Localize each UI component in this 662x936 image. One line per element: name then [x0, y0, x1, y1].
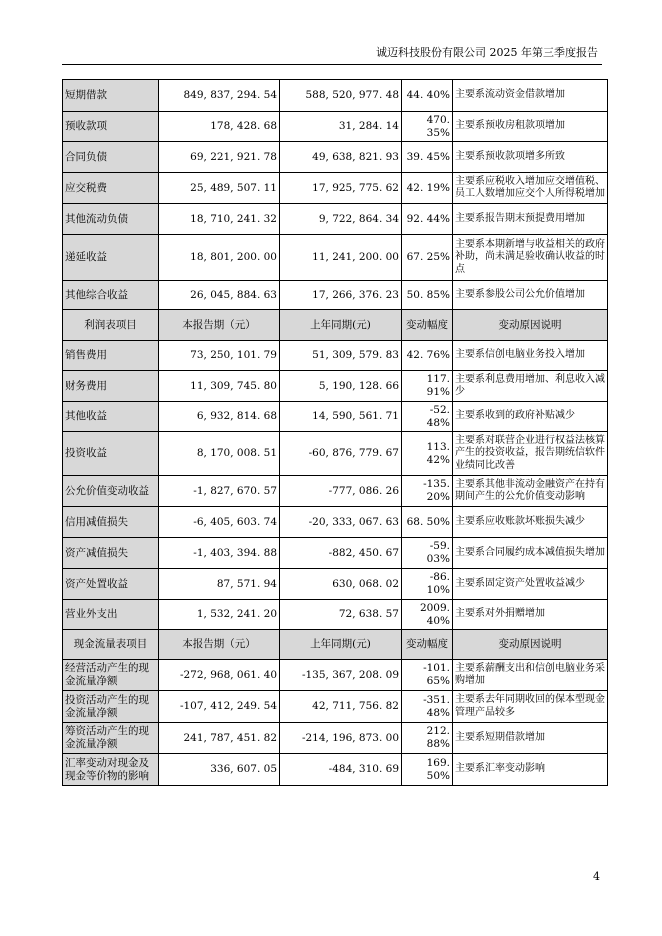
- current-period-cell: 69, 221, 921. 78: [159, 142, 280, 173]
- item-name-cell: 营业外支出: [63, 600, 159, 630]
- change-rate-cell: 44. 40%: [402, 80, 453, 112]
- current-period-cell: 241, 787, 451. 82: [159, 723, 280, 754]
- change-reason-cell: 主要系汇率变动影响: [453, 754, 608, 786]
- change-reason-cell: 主要系其他非流动金融资产在持有期间产生的公允价值变动影响: [453, 476, 608, 507]
- current-period-cell: 11, 309, 745. 80: [159, 371, 280, 402]
- header-divider: [62, 64, 602, 65]
- table-row: [63, 341, 608, 371]
- change-reason-cell: 主要系收到的政府补贴减少: [453, 402, 608, 432]
- prior-period-cell: 11, 241, 200. 00: [280, 235, 402, 281]
- table-row: [63, 476, 608, 507]
- change-reason-cell: 主要系信创电脑业务投入增加: [453, 341, 608, 371]
- header-current-cell: 本报告期（元）: [159, 310, 280, 341]
- change-reason-cell: 主要系对联营企业进行权益法核算产生的投资收益，报告期统信软件业绩同比改善: [453, 432, 608, 476]
- prior-period-cell: 49, 638, 821. 93: [280, 142, 402, 173]
- change-reason-cell: 主要系本期新增与收益相关的政府补助，尚未满足验收确认收益的时点: [453, 235, 608, 281]
- table-row: [63, 204, 608, 235]
- item-name-cell: 投资收益: [63, 432, 159, 476]
- change-reason-cell: 主要系对外捐赠增加: [453, 600, 608, 630]
- change-reason-cell: 主要系应收账款坏账损失减少: [453, 507, 608, 538]
- change-rate-cell: 50. 85%: [402, 281, 453, 310]
- change-reason-cell: 主要系预收款项增多所致: [453, 142, 608, 173]
- item-name-cell: 预收款项: [63, 112, 159, 142]
- item-name-cell: 递延收益: [63, 235, 159, 281]
- prior-period-cell: -20, 333, 067. 63: [280, 507, 402, 538]
- table-row: [63, 402, 608, 432]
- table-row: [63, 754, 608, 786]
- table-row: [63, 432, 608, 476]
- table-row: [63, 281, 608, 310]
- prior-period-cell: 42, 711, 756. 82: [280, 691, 402, 723]
- section-header-row: [63, 630, 608, 660]
- table-row: [63, 538, 608, 569]
- change-reason-cell: 主要系短期借款增加: [453, 723, 608, 754]
- prior-period-cell: 630, 068. 02: [280, 569, 402, 600]
- change-rate-cell: 42. 19%: [402, 173, 453, 204]
- header-item-cell: 利润表项目: [63, 310, 159, 341]
- current-period-cell: 73, 250, 101. 79: [159, 341, 280, 371]
- item-name-cell: 信用减值损失: [63, 507, 159, 538]
- prior-period-cell: -777, 086. 26: [280, 476, 402, 507]
- current-period-cell: 178, 428. 68: [159, 112, 280, 142]
- change-rate-cell: 2009. 40%: [402, 600, 453, 630]
- table-row: [63, 600, 608, 630]
- item-name-cell: 财务费用: [63, 371, 159, 402]
- item-name-cell: 短期借款: [63, 80, 159, 112]
- header-reason-cell: 变动原因说明: [453, 310, 608, 341]
- item-name-cell: 应交税费: [63, 173, 159, 204]
- item-name-cell: 投资活动产生的现金流量净额: [63, 691, 159, 723]
- prior-period-cell: -882, 450. 67: [280, 538, 402, 569]
- current-period-cell: 849, 837, 294. 54: [159, 80, 280, 112]
- change-rate-cell: 42. 76%: [402, 341, 453, 371]
- table-row: [63, 660, 608, 691]
- prior-period-cell: -135, 367, 208. 09: [280, 660, 402, 691]
- prior-period-cell: 31, 284. 14: [280, 112, 402, 142]
- prior-period-cell: -484, 310. 69: [280, 754, 402, 786]
- change-reason-cell: 主要系预收房租款项增加: [453, 112, 608, 142]
- current-period-cell: 18, 710, 241. 32: [159, 204, 280, 235]
- header-current-cell: 本报告期（元）: [159, 630, 280, 660]
- report-header-title: 诚迈科技股份有限公司 2025 年第三季度报告: [376, 46, 598, 59]
- table-row: [63, 235, 608, 281]
- item-name-cell: 经营活动产生的现金流量净额: [63, 660, 159, 691]
- change-rate-cell: -135. 20%: [402, 476, 453, 507]
- change-rate-cell: 92. 44%: [402, 204, 453, 235]
- change-reason-cell: 主要系参股公司公允价值增加: [453, 281, 608, 310]
- header-previous-cell: 上年同期(元): [280, 310, 402, 341]
- header-change-cell: 变动幅度: [402, 310, 453, 341]
- header-item-cell: 现金流量表项目: [63, 630, 159, 660]
- change-rate-cell: 470. 35%: [402, 112, 453, 142]
- change-rate-cell: -59. 03%: [402, 538, 453, 569]
- item-name-cell: 公允价值变动收益: [63, 476, 159, 507]
- prior-period-cell: 9, 722, 864. 34: [280, 204, 402, 235]
- current-period-cell: 8, 170, 008. 51: [159, 432, 280, 476]
- change-reason-cell: 主要系应税收入增加应交增值税、员工人数增加应交个人所得税增加: [453, 173, 608, 204]
- current-period-cell: 26, 045, 884. 63: [159, 281, 280, 310]
- item-name-cell: 销售费用: [63, 341, 159, 371]
- prior-period-cell: 51, 309, 579. 83: [280, 341, 402, 371]
- item-name-cell: 合同负债: [63, 142, 159, 173]
- section-header-row: [63, 310, 608, 341]
- prior-period-cell: 5, 190, 128. 66: [280, 371, 402, 402]
- change-reason-cell: 主要系流动资金借款增加: [453, 80, 608, 112]
- table-row: [63, 173, 608, 204]
- change-reason-cell: 主要系薪酬支出和信创电脑业务采购增加: [453, 660, 608, 691]
- header-change-cell: 变动幅度: [402, 630, 453, 660]
- table-row: [63, 691, 608, 723]
- table-row: [63, 112, 608, 142]
- change-rate-cell: 113. 42%: [402, 432, 453, 476]
- change-reason-cell: 主要系去年同期收回的保本型现金管理产品较多: [453, 691, 608, 723]
- item-name-cell: 其他收益: [63, 402, 159, 432]
- change-reason-cell: 主要系合同履约成本减值损失增加: [453, 538, 608, 569]
- table-row: [63, 142, 608, 173]
- item-name-cell: 资产减值损失: [63, 538, 159, 569]
- change-rate-cell: -86. 10%: [402, 569, 453, 600]
- change-reason-cell: 主要系利息费用增加、利息收入减少: [453, 371, 608, 402]
- prior-period-cell: 17, 266, 376. 23: [280, 281, 402, 310]
- financial-changes-table: [62, 79, 608, 786]
- current-period-cell: 18, 801, 200. 00: [159, 235, 280, 281]
- change-rate-cell: -52. 48%: [402, 402, 453, 432]
- prior-period-cell: -60, 876, 779. 67: [280, 432, 402, 476]
- current-period-cell: -1, 403, 394. 88: [159, 538, 280, 569]
- change-rate-cell: 212. 88%: [402, 723, 453, 754]
- table-row: [63, 371, 608, 402]
- table-row: [63, 80, 608, 112]
- table-row: [63, 507, 608, 538]
- prior-period-cell: 17, 925, 775. 62: [280, 173, 402, 204]
- prior-period-cell: 72, 638. 57: [280, 600, 402, 630]
- table-row: [63, 569, 608, 600]
- current-period-cell: 87, 571. 94: [159, 569, 280, 600]
- change-rate-cell: 68. 50%: [402, 507, 453, 538]
- current-period-cell: -6, 405, 603. 74: [159, 507, 280, 538]
- header-reason-cell: 变动原因说明: [453, 630, 608, 660]
- prior-period-cell: -214, 196, 873. 00: [280, 723, 402, 754]
- item-name-cell: 筹资活动产生的现金流量净额: [63, 723, 159, 754]
- change-rate-cell: -101. 65%: [402, 660, 453, 691]
- change-rate-cell: 169. 50%: [402, 754, 453, 786]
- item-name-cell: 其他综合收益: [63, 281, 159, 310]
- change-rate-cell: 67. 25%: [402, 235, 453, 281]
- prior-period-cell: 588, 520, 977. 48: [280, 80, 402, 112]
- current-period-cell: -107, 412, 249. 54: [159, 691, 280, 723]
- page-number: 4: [593, 870, 600, 883]
- change-rate-cell: 39. 45%: [402, 142, 453, 173]
- current-period-cell: 25, 489, 507. 11: [159, 173, 280, 204]
- prior-period-cell: 14, 590, 561. 71: [280, 402, 402, 432]
- header-previous-cell: 上年同期(元): [280, 630, 402, 660]
- current-period-cell: -272, 968, 061. 40: [159, 660, 280, 691]
- current-period-cell: 6, 932, 814. 68: [159, 402, 280, 432]
- item-name-cell: 汇率变动对现金及现金等价物的影响: [63, 754, 159, 786]
- change-rate-cell: -351. 48%: [402, 691, 453, 723]
- current-period-cell: -1, 827, 670. 57: [159, 476, 280, 507]
- current-period-cell: 1, 532, 241. 20: [159, 600, 280, 630]
- table-row: [63, 723, 608, 754]
- change-reason-cell: 主要系固定资产处置收益减少: [453, 569, 608, 600]
- change-reason-cell: 主要系报告期末预提费用增加: [453, 204, 608, 235]
- change-rate-cell: 117. 91%: [402, 371, 453, 402]
- item-name-cell: 资产处置收益: [63, 569, 159, 600]
- item-name-cell: 其他流动负债: [63, 204, 159, 235]
- current-period-cell: 336, 607. 05: [159, 754, 280, 786]
